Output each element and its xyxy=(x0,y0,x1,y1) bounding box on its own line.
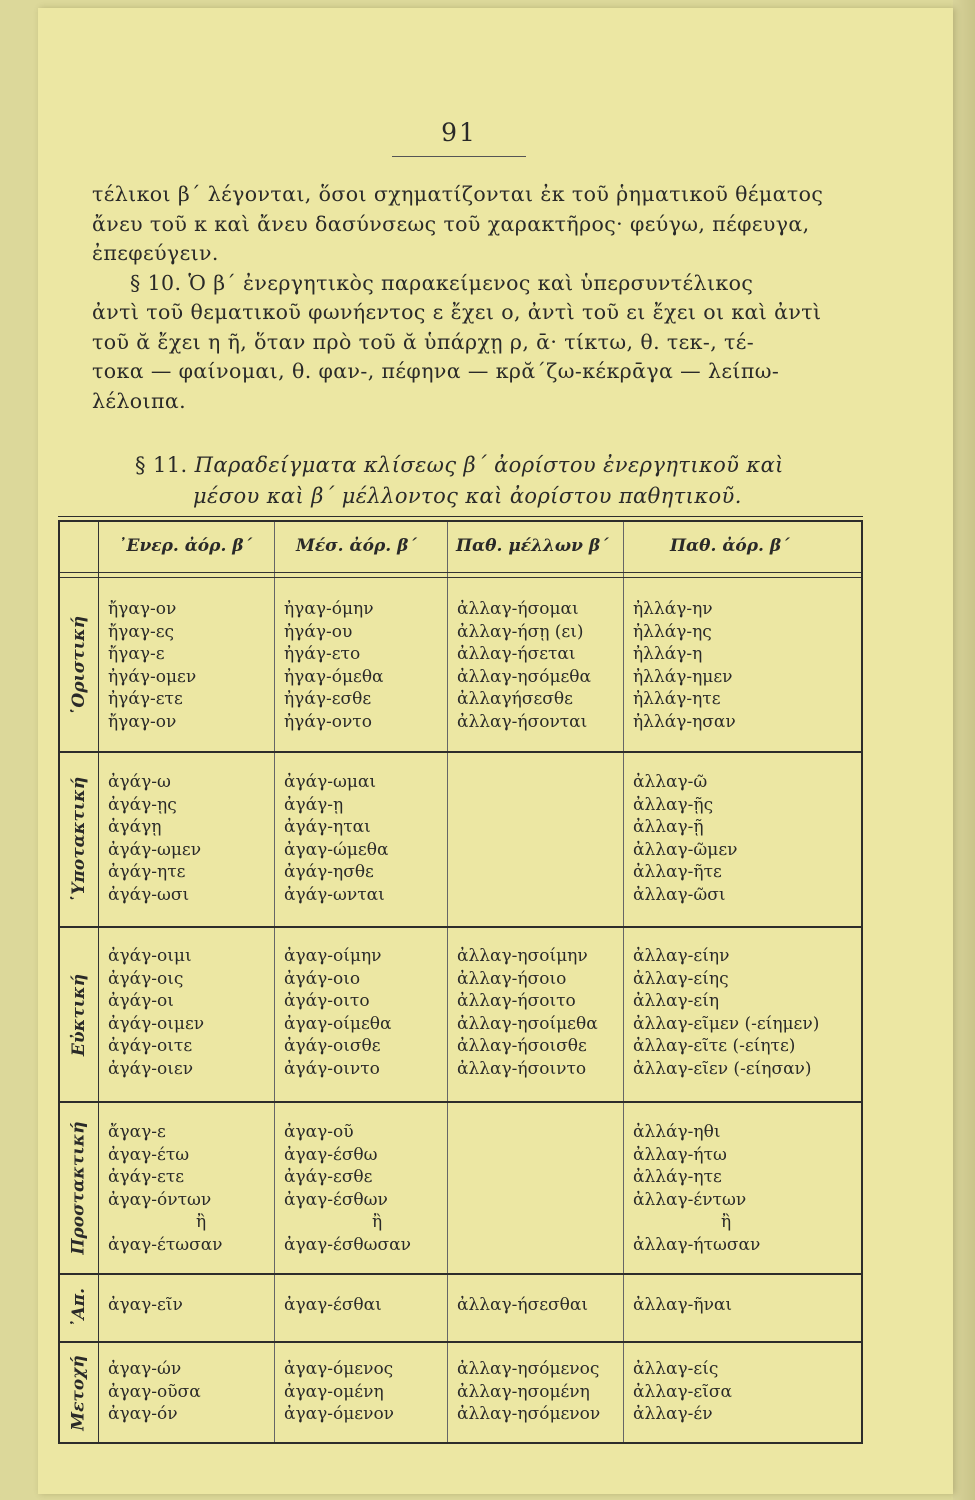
inflected-form: ἀγάγ-ωμαι xyxy=(284,772,377,792)
inflected-form: ἠγάγ-ομεν xyxy=(108,666,197,687)
form-column xyxy=(108,1121,223,1256)
inflected-form: ἀλλαγ-ησοίμην xyxy=(457,946,588,966)
conjugation-table xyxy=(58,520,863,1444)
inflected-form: ἠγάγ-οντο xyxy=(284,711,372,732)
inflected-form: ἀλλαγ-εῖτε (-είητε) xyxy=(633,1036,796,1056)
inflected-form: ἀλλαγ-ήτωσαν xyxy=(633,1234,761,1255)
inflected-form: ἀλλαγ-ῶμεν xyxy=(633,839,738,860)
inflected-form: ἀγαγ-οίμην xyxy=(284,946,382,966)
mood-label-text: ᾽Απ. xyxy=(69,1287,89,1329)
inflected-form: ἀγάγ-οιο xyxy=(284,968,361,989)
inflected-form: ἀγαγ-όντων xyxy=(108,1189,212,1210)
column-rule xyxy=(98,522,99,1442)
inflected-form: ἀγαγ-οῦ xyxy=(284,1122,354,1142)
inflected-form: ἀλλαγ-είη xyxy=(633,991,720,1011)
inflected-form: ἀλλαγ-ησοίμεθα xyxy=(457,1013,598,1034)
form-column xyxy=(633,771,737,906)
inflected-form: ἀγαγ-όμενον xyxy=(284,1404,395,1424)
header-passive-future: Παθ. μέλλων β΄ xyxy=(456,536,609,556)
page-number: 91 xyxy=(441,118,477,147)
inflected-form: ἠλλάγ-η xyxy=(633,644,703,664)
form-column xyxy=(457,1294,588,1317)
mood-label xyxy=(60,1102,98,1274)
inflected-form: ἀγάγ-οιτο xyxy=(284,991,370,1011)
inflected-form: ἀγαγ-όμενος xyxy=(284,1359,394,1379)
form-column xyxy=(108,1358,201,1426)
inflected-form: ἀγαγ-έσθωσαν xyxy=(284,1234,411,1255)
para-line: τοκα — φαίνομαι, θ. φαν-, πέφηνα — κρᾰ΄ζω-κέκρᾱγα — λείπω- xyxy=(92,359,780,383)
mood-label-text: Μετοχή xyxy=(69,1355,90,1431)
inflected-form: ἀλλαγ-είης xyxy=(633,968,729,989)
inflected-form: ἤγαγ-ον xyxy=(108,711,177,732)
inflected-form: ἀγαγ-εῖν xyxy=(108,1295,183,1315)
inflected-form: ἀλλαγ-ήσεται xyxy=(457,644,576,664)
inflected-form: ἀλλαγ-ῆτε xyxy=(633,862,722,882)
form-column xyxy=(108,945,204,1080)
para-line: τέλικοι β΄ λέγονται, ὅσοι σχηματίζονται ἐκ τοῦ ῥηματικοῦ θέματος xyxy=(92,182,824,206)
inflected-form: ἠλλάγ-ητε xyxy=(633,689,721,709)
form-column xyxy=(633,945,819,1080)
inflected-form: ἀγάγ-εσθε xyxy=(284,1167,373,1187)
form-column xyxy=(108,1294,183,1317)
inflected-form: ἢ xyxy=(196,1212,207,1232)
inflected-form: ἀλλαγ-ησομένη xyxy=(457,1381,590,1402)
inflected-form: ἀγάγ-οισθε xyxy=(284,1036,381,1056)
inflected-form: ἀγάγ-ετε xyxy=(108,1167,185,1187)
form-column xyxy=(284,1121,411,1256)
para-line: ἐπεφεύγειν. xyxy=(92,241,219,265)
inflected-form: ἀγαγ-όν xyxy=(108,1404,178,1424)
paragraph xyxy=(92,180,838,416)
inflected-form: ἠλλάγ-ησαν xyxy=(633,711,736,732)
inflected-form: ἠγάγ-ετο xyxy=(284,644,361,664)
section-rule xyxy=(60,926,861,928)
form-column xyxy=(633,598,736,733)
inflected-form: ἀγάγ-οιεν xyxy=(108,1058,194,1079)
section-title-line2: μέσου καὶ β΄ μέλλοντος καὶ ἀορίστου παθητικοῦ. xyxy=(193,484,742,508)
para-line: ἄνευ τοῦ κ καὶ ἄνευ δασύνσεως τοῦ χαρακτῆρος· φεύγω, πέφευγα, xyxy=(92,211,810,236)
section-heading xyxy=(135,450,855,512)
inflected-form: ἀλλαγ-ήσομαι xyxy=(457,599,579,619)
form-column xyxy=(457,945,598,1080)
inflected-form: ἄγαγ-ε xyxy=(108,1122,166,1142)
inflected-form: ἠγάγ-ετε xyxy=(108,689,183,709)
inflected-form: ἀλλαγ-έντων xyxy=(633,1189,747,1210)
inflected-form: ἠγάγ-ου xyxy=(284,621,353,642)
inflected-form: ἀγάγ-ωμεν xyxy=(108,839,202,860)
form-column xyxy=(284,1358,394,1426)
form-column xyxy=(284,598,384,733)
inflected-form: ἀγάγ-οιτε xyxy=(108,1036,193,1056)
inflected-form: ἀγάγ-οιμεν xyxy=(108,1013,205,1034)
inflected-form: ἀλλαγ-ῶσι xyxy=(633,884,726,905)
inflected-form: ἀγάγ-οις xyxy=(108,968,184,989)
mood-label xyxy=(60,1274,98,1342)
inflected-form: ἀλλάγ-ηθι xyxy=(633,1122,721,1142)
inflected-form: ἤγαγ-ες xyxy=(108,621,175,642)
inflected-form: ἀλλαγ-ήσεσθαι xyxy=(457,1295,588,1315)
inflected-form: ἀλλαγ-ῇς xyxy=(633,794,714,815)
inflected-form: ἠγαγ-όμεθα xyxy=(284,666,384,687)
mood-label xyxy=(60,752,98,927)
inflected-form: ἀγάγ-ησθε xyxy=(284,862,374,882)
inflected-form: ἀγαγ-έσθω xyxy=(284,1144,378,1165)
mood-label-text: Εὐκτική xyxy=(69,973,90,1056)
inflected-form: ἀγάγ-ῃ xyxy=(284,794,344,815)
form-column xyxy=(284,1294,382,1317)
inflected-form: ἀγάγ-ω xyxy=(108,772,171,792)
header-rule xyxy=(60,577,861,578)
para-line: § 10. Ὁ β΄ ἐνεργητικὸς παρακείμενος καὶ ὑπερσυντέλικος xyxy=(130,270,754,295)
inflected-form: ἀγάγ-ηται xyxy=(284,817,371,837)
mood-label-text: ῾Οριστική xyxy=(69,615,90,717)
inflected-form: ἀγαγ-ομένη xyxy=(284,1381,384,1402)
inflected-form: ἀλλαγ-εῖεν (-είησαν) xyxy=(633,1058,812,1079)
form-column xyxy=(457,598,591,733)
inflected-form: ἠλλάγ-ην xyxy=(633,599,713,619)
inflected-form: ἀγάγ-ωνται xyxy=(284,884,385,905)
mood-label xyxy=(60,1342,98,1444)
mood-label xyxy=(60,580,98,752)
form-column xyxy=(633,1121,760,1256)
inflected-form: ἀγάγῃ xyxy=(108,817,162,837)
form-column xyxy=(284,945,392,1080)
header-active-aorist: ᾽Ενερ. ἀόρ. β΄ xyxy=(118,536,253,556)
inflected-form: ἀλλαγ-ήσοιντο xyxy=(457,1058,587,1079)
inflected-form: ἀλλαγ-ήτω xyxy=(633,1144,727,1165)
inflected-form: ἀγαγ-έσθων xyxy=(284,1189,388,1210)
mood-label-text: ῾Υποτακτική xyxy=(69,776,90,903)
inflected-form: ἠγαγ-όμην xyxy=(284,599,374,619)
inflected-form: ἢ xyxy=(372,1212,383,1232)
column-rule xyxy=(274,522,275,1442)
section-rule xyxy=(60,1341,861,1343)
inflected-form: ἀγαγ-ώμεθα xyxy=(284,839,389,860)
inflected-form: ἀγαγ-έτωσαν xyxy=(108,1234,223,1255)
inflected-form: ἀλλαγ-ήσοισθε xyxy=(457,1036,587,1056)
inflected-form: ἢ xyxy=(721,1212,732,1232)
inflected-form: ἀγάγ-οιντο xyxy=(284,1058,380,1079)
inflected-form: ἀγάγ-οιμι xyxy=(108,946,192,966)
inflected-form: ἤγαγ-ον xyxy=(108,599,177,619)
column-rule xyxy=(447,522,448,1442)
header-rule xyxy=(60,572,861,573)
inflected-form: ἀλλαγ-εῖσα xyxy=(633,1381,732,1402)
inflected-form: ἀλλαγ-ήσοιτο xyxy=(457,991,576,1011)
inflected-form: ἤγαγ-ε xyxy=(108,644,165,664)
inflected-form: ἀλλαγ-ῆναι xyxy=(633,1295,733,1315)
inflected-form: ἀγάγ-ητε xyxy=(108,862,186,882)
form-column xyxy=(108,771,201,906)
form-column xyxy=(284,771,388,906)
inflected-form: ἀλλαγ-είς xyxy=(633,1359,719,1379)
section-rule xyxy=(60,1101,861,1103)
form-column xyxy=(108,598,196,733)
para-line: τοῦ ᾰ ἔχει η ῆ, ὅταν πρὸ τοῦ ᾰ ὑπάρχῃ ρ, ᾱ· τίκτω, θ. τεκ-, τέ- xyxy=(92,329,755,354)
inflected-form: ἀγαγ-έσθαι xyxy=(284,1295,382,1315)
inflected-form: ἠγάγ-εσθε xyxy=(284,689,372,709)
inflected-form: ἀλλαγ-ησόμεθα xyxy=(457,666,592,687)
inflected-form: ἀλλαγ-ησόμενον xyxy=(457,1404,601,1424)
inflected-form: ἠλλάγ-ης xyxy=(633,621,712,642)
section-rule xyxy=(60,751,861,753)
inflected-form: ἀλλαγ-εῖμεν (-είημεν) xyxy=(633,1013,820,1034)
inflected-form: ἀλλάγ-ητε xyxy=(633,1167,722,1187)
mood-label-text: Προστακτική xyxy=(69,1121,89,1255)
form-column xyxy=(457,1358,600,1426)
inflected-form: ἀλλαγ-έν xyxy=(633,1404,713,1424)
inflected-form: ἀγαγ-έτω xyxy=(108,1144,190,1165)
inflected-form: ἀγαγ-οίμεθα xyxy=(284,1013,392,1034)
inflected-form: ἀλλαγ-ήσονται xyxy=(457,711,588,732)
section-rule xyxy=(60,1273,861,1275)
inflected-form: ἀγαγ-ών xyxy=(108,1359,182,1379)
inflected-form: ἀλλαγήσεσθε xyxy=(457,689,573,709)
section-number: § 11. xyxy=(135,453,188,477)
table-top-rule xyxy=(58,516,863,517)
inflected-form: ἀγάγ-ῃς xyxy=(108,794,177,815)
inflected-form: ἀγαγ-οῦσα xyxy=(108,1381,201,1402)
header-middle-aorist: Μέσ. ἀόρ. β΄ xyxy=(296,536,417,556)
para-line: λέλοιπα. xyxy=(92,388,187,413)
column-rule xyxy=(623,522,624,1442)
section-title-line1: Παραδείγματα κλίσεως β΄ ἀορίστου ἐνεργητικοῦ καὶ xyxy=(194,453,784,477)
form-column xyxy=(633,1294,732,1317)
inflected-form: ἀγάγ-οι xyxy=(108,991,174,1011)
header-passive-aorist: Παθ. ἀόρ. β΄ xyxy=(670,536,790,556)
para-line: ἀντὶ τοῦ θεματικοῦ φωνήεντος ε ἔχει ο, ἀντὶ τοῦ ει ἔχει οι καὶ ἀντὶ xyxy=(92,300,822,324)
inflected-form: ἀλλαγ-ήσοιο xyxy=(457,968,567,989)
inflected-form: ἀγάγ-ωσι xyxy=(108,884,190,905)
inflected-form: ἀλλαγ-είην xyxy=(633,946,730,966)
inflected-form: ἀλλαγ-ῶ xyxy=(633,772,708,792)
page-number-rule xyxy=(392,156,526,157)
inflected-form: ἀλλαγ-ήσῃ (ει) xyxy=(457,621,584,642)
page-edge xyxy=(953,0,975,1500)
inflected-form: ἀλλαγ-ῇ xyxy=(633,817,704,837)
mood-label xyxy=(60,927,98,1102)
inflected-form: ἀλλαγ-ησόμενος xyxy=(457,1359,600,1379)
form-column xyxy=(633,1358,732,1426)
inflected-form: ἠλλάγ-ημεν xyxy=(633,666,733,687)
